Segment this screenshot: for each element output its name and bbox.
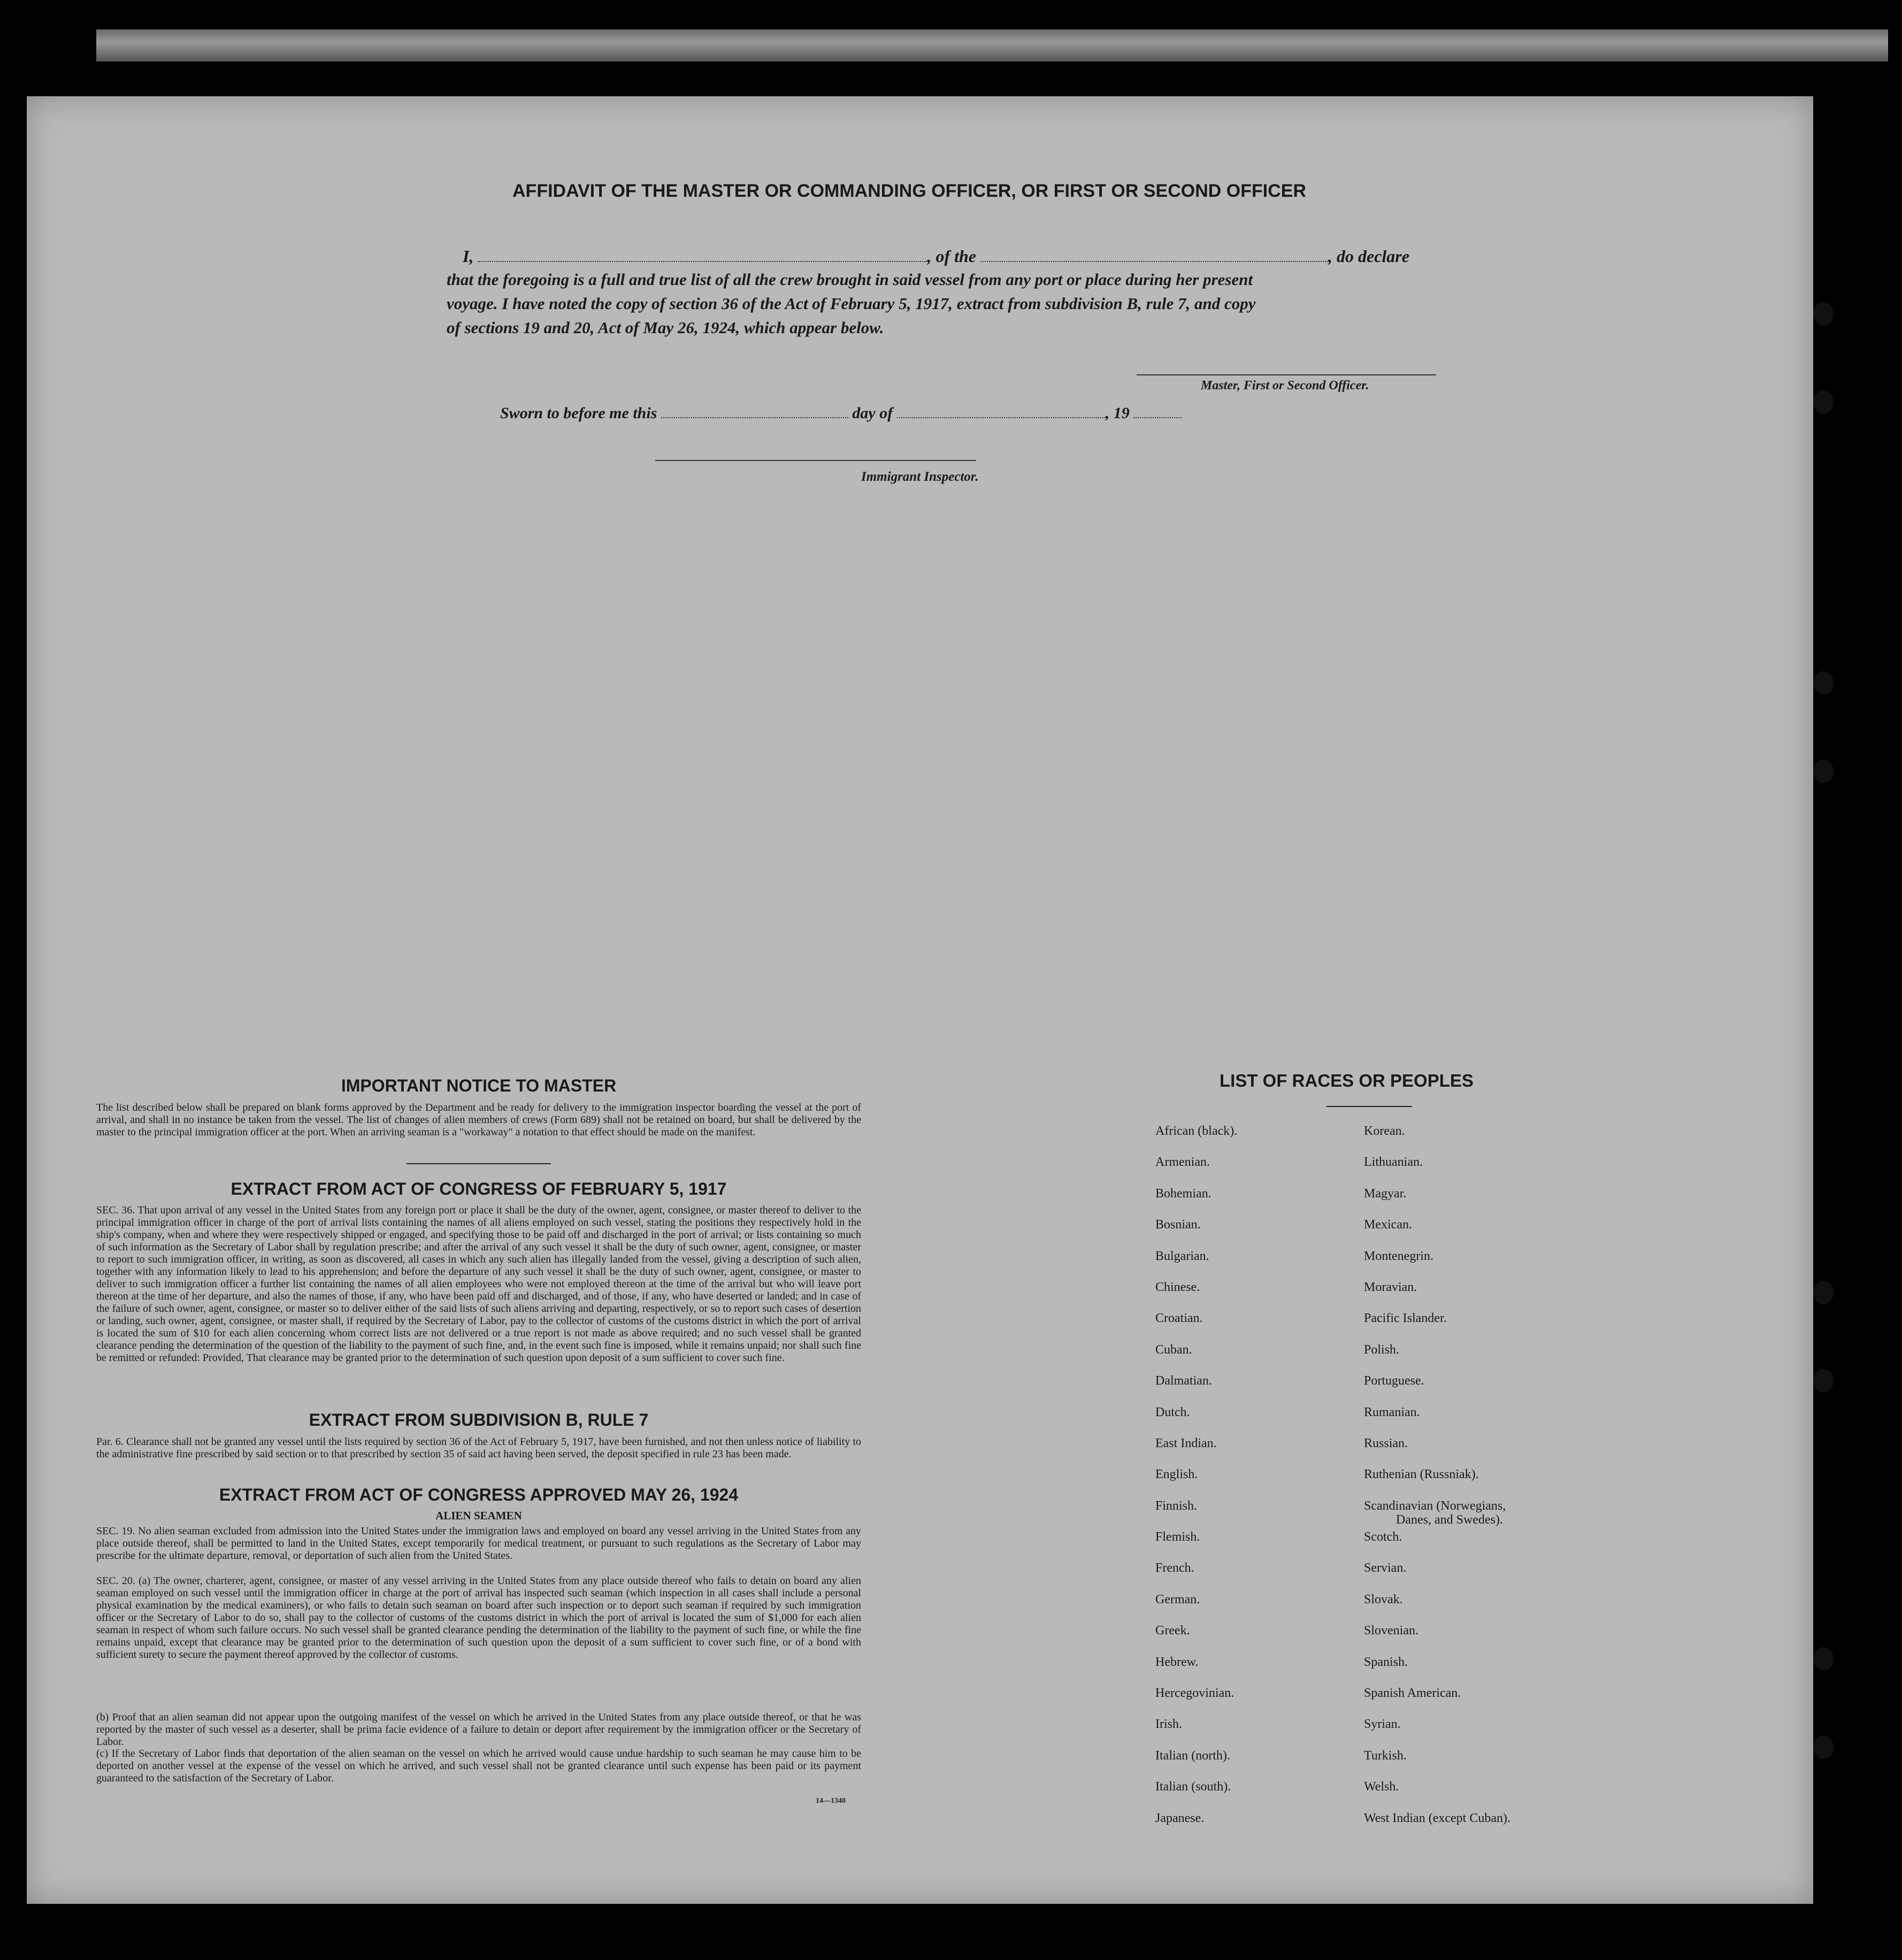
binding-hole [1813,1369,1834,1393]
race-item: Moravian. [1364,1280,1417,1294]
race-item: Dutch. [1155,1405,1190,1419]
rule7-text: Par. 6. Clearance shall not be granted any vessel until the lists required by section 36 of the Act of February 5, 1917, have been furnished, and not then unless notice of liability to the administrative fine prescribed by said section or to that prescribed by section 35 of said act having been served, the deposit specified in rule 23 has been made. [96,1436,861,1460]
race-item: English. [1155,1467,1198,1482]
notice-text: The list described below shall be prepared on blank forms approved by the Department and be ready for delivery to the immigration inspector boarding the vessel at the port of arrival, and shall in no instance be taken from the vessel. The list of changes of alien members of crews (Form 689) shall not be retained on board, but shall be delivered by the master to the principal immigration officer at the port. When an arriving seaman is a "workaway" a notation to that effect should be made on the manifest. [96,1102,861,1138]
race-item: Cuban. [1155,1342,1192,1357]
race-item: Polish. [1364,1342,1400,1357]
race-item: Spanish. [1364,1655,1408,1669]
race-item: Rumanian. [1364,1405,1420,1419]
sec20a-text: SEC. 20. (a) The owner, charterer, agent, consignee, or master of any vessel arriving in the United States from any place outside thereof who fails to detain on board any alien seaman employed on such vessel until the immigration officer in charge at the port of arrival has inspected such seaman (which inspection in all cases shall include a personal physical examination by the medical examiners), or who fails to detain such seaman on board after such inspection or to deport such seaman if required by such immigration officer or the Secretary of Labor to do so, shall pay to the collector of customs of the customs district in which the port of arrival is located the sum of $1,000 for each alien seaman in respect of whom such failure occurs. No such vessel shall be granted clearance pending the determination of the liability to the payment of such fine, or while the fine remains unpaid, except that clearance may be granted prior to the determination of such question upon the deposit of a sum sufficient to cover such fine, or of a bond with sufficient surety to secure the payment thereof approved by the collector of customs. [96,1575,861,1661]
race-item: Hebrew. [1155,1655,1199,1669]
race-item: Bohemian. [1155,1186,1211,1201]
section-divider [407,1163,551,1164]
race-item: Lithuanian. [1364,1155,1423,1170]
race-item: Bulgarian. [1155,1249,1209,1263]
sworn-year-field[interactable] [1133,401,1182,418]
race-item: Spanish American. [1364,1686,1461,1701]
race-item: Magyar. [1364,1186,1407,1201]
race-item: Turkish. [1364,1748,1407,1763]
inspector-signature-line[interactable] [655,460,976,461]
officer-name-field[interactable] [478,245,927,262]
sec19-text: SEC. 19. No alien seaman excluded from admission into the United States under the immigration laws and employed on board any vessel arriving in the United States from any place outside thereof, shall be permitted to land in the United States, except temporarily for medical treatment, or pursuant to such regulations as the Secretary of Labor may prescribe for the ultimate departure, removal, or deportation of such alien from the United States. [96,1525,861,1562]
alien-seamen-subtitle: ALIEN SEAMEN [435,1509,522,1522]
race-item: Slovenian. [1364,1624,1418,1638]
binding-hole [1813,1647,1834,1671]
race-item: Armenian. [1155,1155,1210,1170]
race-item: Flemish. [1155,1530,1200,1544]
race-item: Servian. [1364,1561,1407,1575]
sworn-before: Sworn to before me this [500,404,657,422]
document-page [27,96,1813,1904]
races-title-underline [1326,1106,1412,1107]
master-signature-line[interactable] [1137,374,1436,375]
races-column-1 [1155,1124,1237,1842]
race-item: Portuguese. [1364,1374,1424,1388]
affidavit-declare: , do declare [1328,247,1409,266]
race-item: Slovak. [1364,1592,1403,1607]
race-item: Japanese. [1155,1811,1205,1825]
race-item-scandinavian-cont: Danes, and Swedes). [1396,1512,1503,1527]
form-number: 14—1340 [816,1797,846,1805]
race-item: Italian (south). [1155,1780,1231,1794]
race-item [1364,1499,1510,1530]
race-item: Russian. [1364,1436,1408,1450]
scan-top-strip [96,29,1888,62]
affidavit-line3: voyage. I have noted the copy of section 36 of the Act of February 5, 1917, extract from subdivision B, rule 7, and copy [447,294,1256,313]
race-item: Dalmatian. [1155,1374,1212,1388]
affidavit-of-the: , of the [927,247,976,266]
binding-hole [1813,671,1834,695]
binding-hole [1813,759,1834,783]
race-item: Welsh. [1364,1780,1399,1794]
extract-1917-title: EXTRACT FROM ACT OF CONGRESS OF FEBRUARY 5, 1917 [231,1179,727,1198]
race-item: West Indian (except Cuban). [1364,1811,1510,1825]
inspector-label: Immigrant Inspector. [861,470,979,484]
affidavit-line4: of sections 19 and 20, Act of May 26, 1924, which appear below. [447,318,884,337]
vessel-name-field[interactable] [980,245,1328,262]
races-column-2 [1364,1124,1510,1842]
binding-hole [1813,1735,1834,1759]
sec20c-text: (c) If the Secretary of Labor finds that deportation of the alien seaman on the vessel on which he arrived would cause undue hardship to such seaman he may cause him to be deported on another vessel at the expense of the vessel on which he arrived, and such vessel shall not be granted clearance until such expense has been paid or its payment guaranteed to the satisfaction of the Secretary of Labor. [96,1748,861,1784]
rule7-title: EXTRACT FROM SUBDIVISION B, RULE 7 [309,1410,649,1429]
affidavit-line1 [463,245,1409,266]
sworn-line [500,401,1182,422]
race-item: Mexican. [1364,1218,1412,1232]
race-item: Scotch. [1364,1530,1402,1544]
race-item: Pacific Islander. [1364,1311,1447,1326]
race-item: Irish. [1155,1717,1182,1732]
extract-1924-title: EXTRACT FROM ACT OF CONGRESS APPROVED MAY 26, 1924 [219,1485,739,1504]
binding-hole [1813,1281,1834,1304]
race-item: Chinese. [1155,1280,1200,1294]
binding-hole [1813,390,1834,414]
extract-1917-text: SEC. 36. That upon arrival of any vessel in the United States from any foreign port or place it shall be the duty of the owner, agent, consignee, or master thereof to deliver to the principal immigration officer in charge of the port of arrival lists containing the names of all aliens employed on such vessel, stating the positions they respectively hold in the ship's company, when and where they were respectively shipped or engaged, and specifying those to be paid off and discharged in the port of arrival; or lists containing so much of such information as the Secretary of Labor shall by regulation prescribe; and after the arrival of any such vessel it shall be the duty of such owner, agent, consignee, or master to report to such immigration officer, in writing, as soon as discovered, all cases in which any such alien has illegally landed from the vessel, giving a description of such alien, together with any information likely to lead to his apprehension; and before the departure of any such vessel it shall be the duty of such owner, agent, consignee, or master to deliver to such immigration officer a further list containing the names of all alien employees who were not employed thereon at the time of the arrival but who will leave port thereon at the time of her departure, and also the names of those, if any, who have been paid off and discharged, and of those, if any, who have deserted or landed; and in case of the failure of such owner, agent, consignee, or master so to deliver either of the said lists of such aliens arriving and departing, respectively, or so to report such cases of desertion or landing, such owner, agent, consignee, or master shall, if required by the Secretary of Labor, pay to the collector of customs of the customs district in which the port of arrival is located the sum of $10 for each alien concerning whom correct lists are not delivered or a true report is not made as above required; and no such vessel shall be granted clearance pending the determination of the question of the liability to the payment of such fine, and, in the event such fine is imposed, while it remains unpaid; nor shall such fine be remitted or refunded: Provided, That clearance may be granted prior to the determination of such question upon deposit of a sum sufficient to cover such fine. [96,1204,861,1364]
race-item: Finnish. [1155,1498,1198,1513]
master-signature-label: Master, First or Second Officer. [1201,379,1369,393]
race-item: Greek. [1155,1624,1190,1638]
race-item: Syrian. [1364,1717,1401,1732]
race-item: Korean. [1364,1124,1405,1138]
race-item: Hercegovinian. [1155,1686,1234,1701]
sec20b-text: (b) Proof that an alien seaman did not appear upon the outgoing manifest of the vessel on which he arrived in the United States from any place outside thereof, or that he was reported by the master of such vessel as a deserter, shall be prima facie evidence of a failure to detain or deport after requirement by the immigration officer or the Secretary of Labor. [96,1711,861,1748]
binding-hole [1813,302,1834,326]
race-item: Croatian. [1155,1311,1203,1326]
affidavit-i: I, [463,247,474,266]
affidavit-line2: that the foregoing is a full and true list of all the crew brought in said vessel from any port or place during her present [447,270,1253,289]
sworn-year-prefix: , 19 [1105,404,1130,422]
race-item: African (black). [1155,1124,1238,1138]
race-item: German. [1155,1592,1200,1607]
sworn-month-field[interactable] [897,401,1106,418]
race-item: Bosnian. [1155,1218,1201,1232]
race-item: Montenegrin. [1364,1249,1433,1263]
sworn-day-field[interactable] [661,401,848,418]
race-item: Ruthenian (Russniak). [1364,1467,1479,1482]
race-item-scandinavian: Scandinavian (Norwegians, [1364,1498,1506,1513]
race-item: East Indian. [1155,1436,1217,1450]
race-item: Italian (north). [1155,1748,1230,1763]
notice-title: IMPORTANT NOTICE TO MASTER [341,1076,617,1095]
race-item: French. [1155,1561,1194,1575]
sworn-day-of: day of [852,404,893,422]
races-title: LIST OF RACES OR PEOPLES [1220,1071,1474,1090]
affidavit-title: AFFIDAVIT OF THE MASTER OR COMMANDING OFFICER, OR FIRST OR SECOND OFFICER [512,181,1306,201]
